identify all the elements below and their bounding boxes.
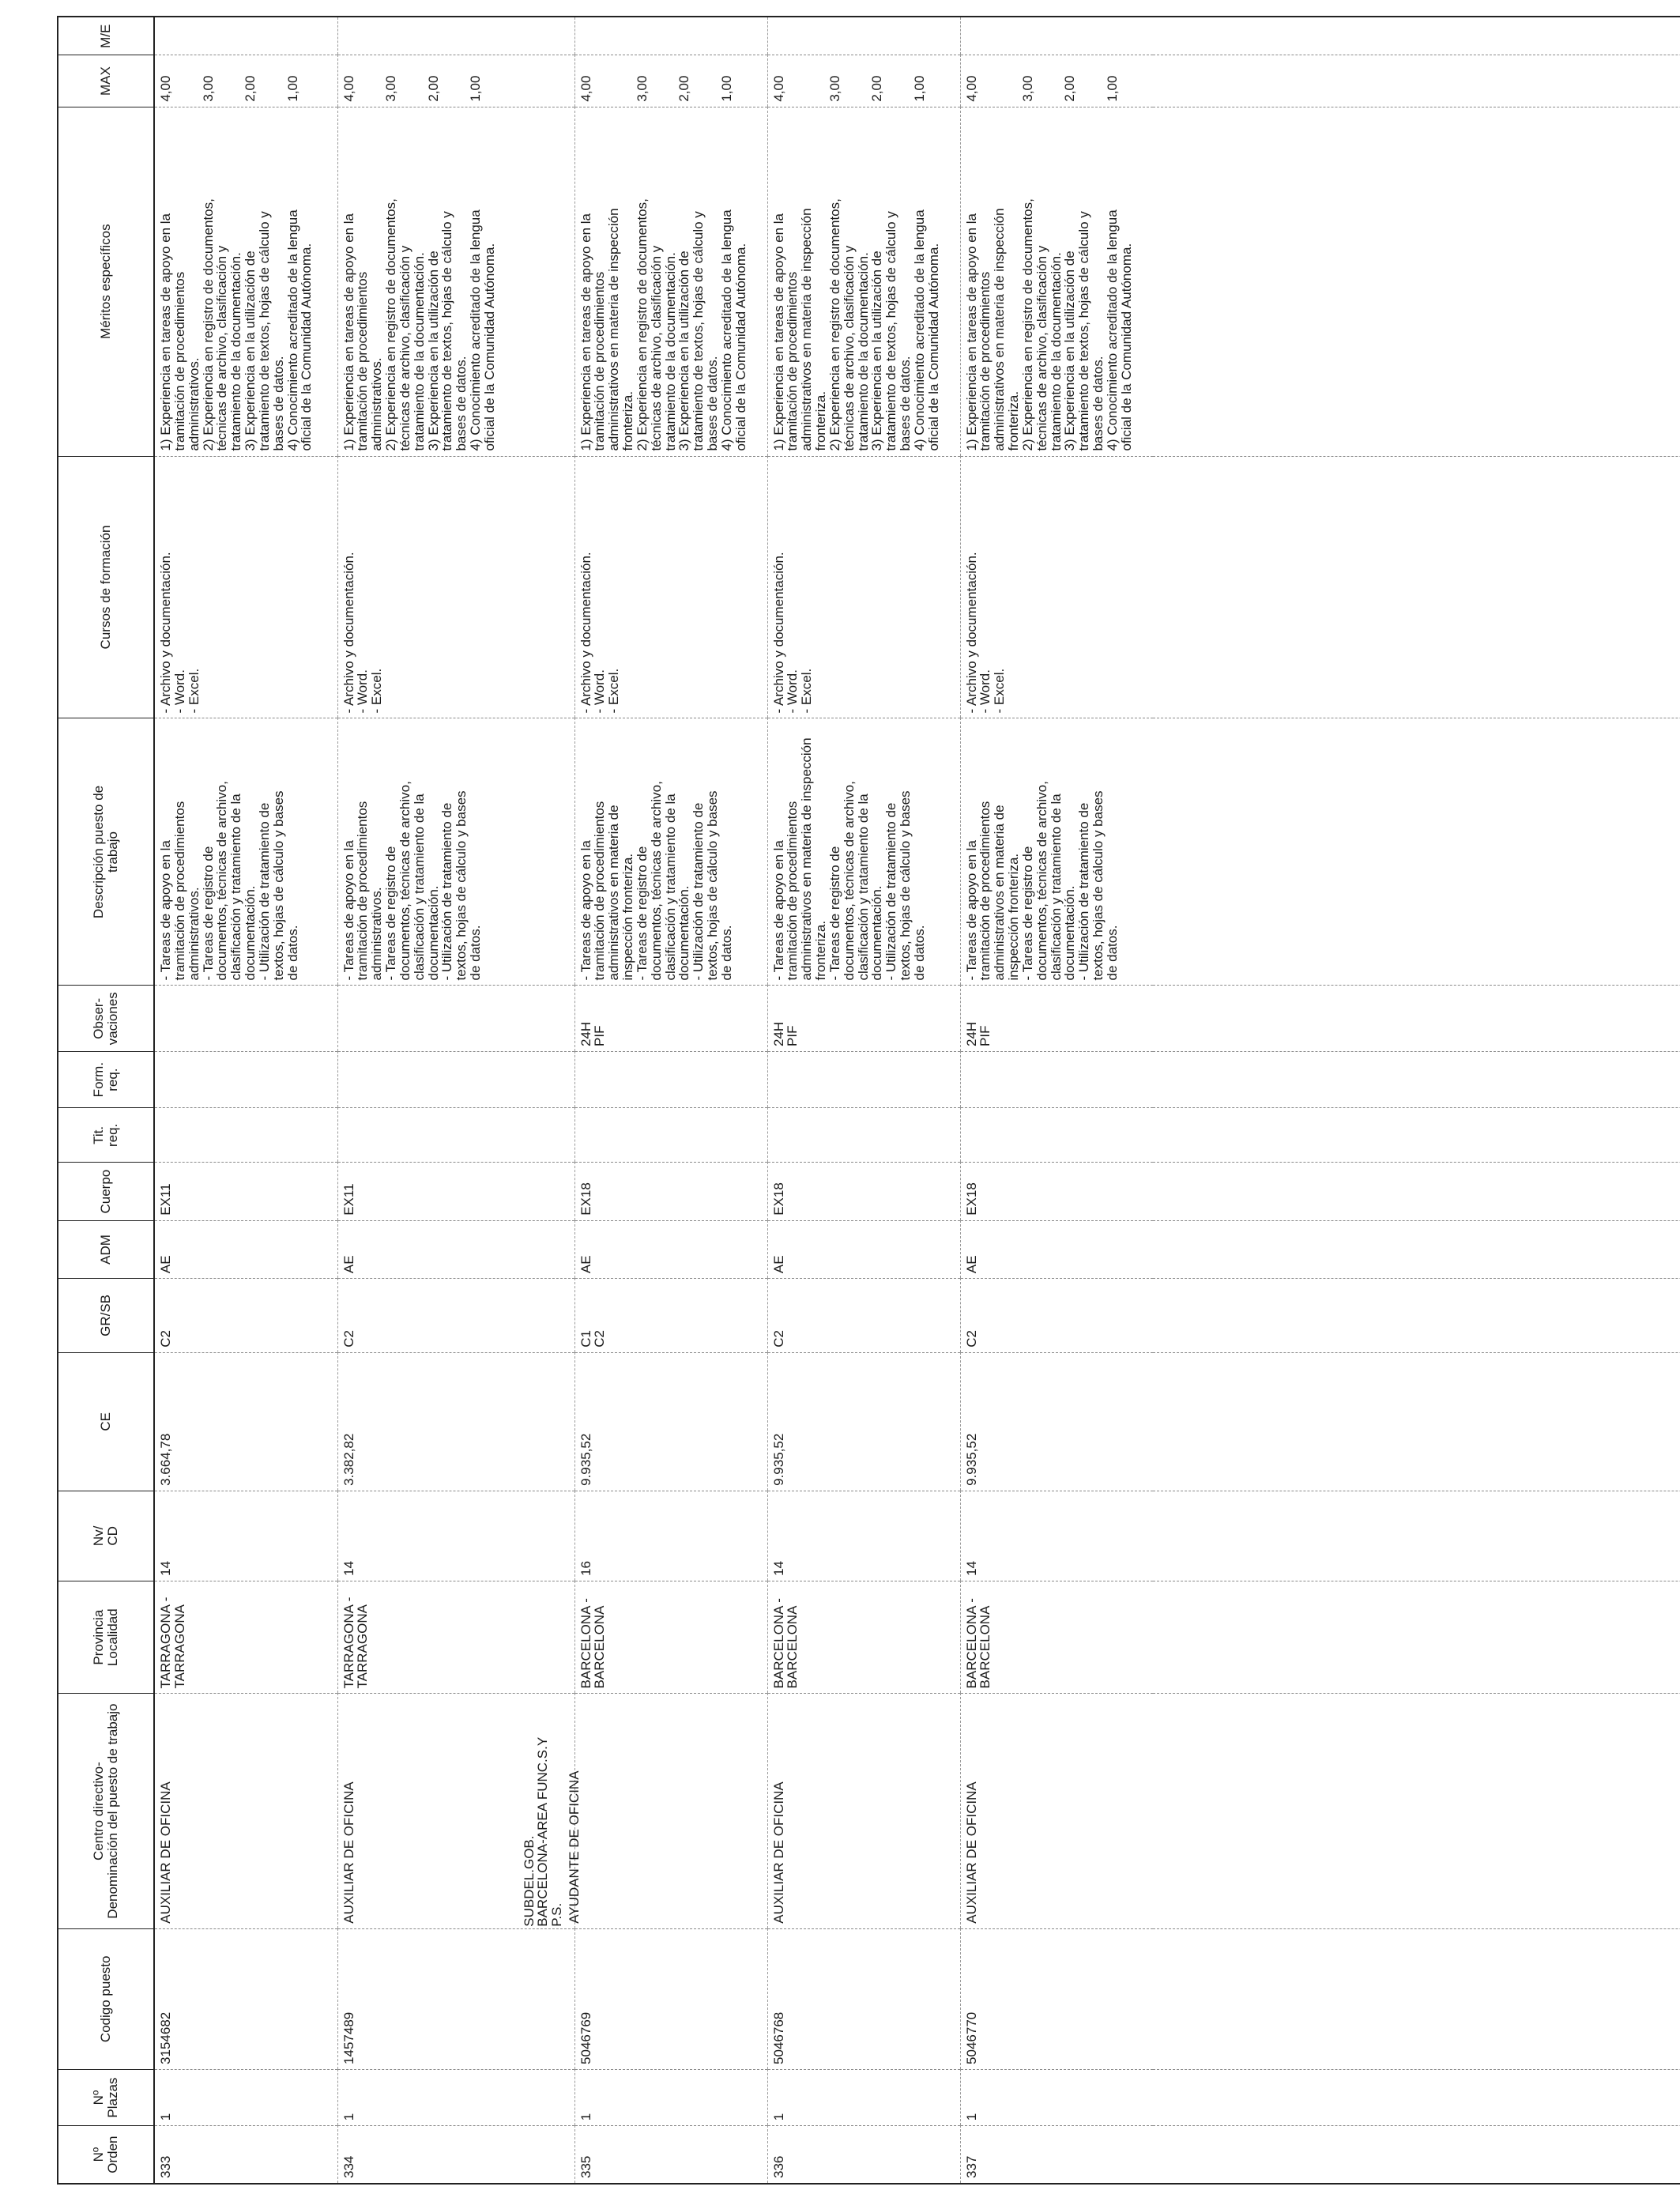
blank-cell: [1153, 2069, 1680, 2125]
blank-cell: [1153, 718, 1680, 986]
blank-cell: [1153, 986, 1680, 1051]
table-row: [154, 17, 337, 2184]
cell-nivel: 16: [574, 1491, 767, 1581]
header-meritos: Méritos específicos: [58, 107, 154, 456]
cell-grupo: C2: [767, 1279, 960, 1353]
cell-descripcion: - Tareas de apoyo en la tramitación de procedimientos administrativos en materia de inspección fronteriza. - Tareas de registro de documentos, técnicas de archivo, clasificación y tratamiento de la documentación. - Utilización de tratamiento de textos, hojas de cálculo y bases de datos.: [767, 718, 960, 986]
blank-cell: [1153, 1491, 1680, 1581]
cell-descripcion: - Tareas de apoyo en la tramitación de procedimientos administrativos en materia de inspección fronteriza. - Tareas de registro de documentos, técnicas de archivo, clasificación y tratamiento de la documentación. - Utilización de tratamiento de textos, hojas de cálculo y bases de datos.: [960, 718, 1153, 986]
cell-meritos: 1) Experiencia en tareas de apoyo en la tramitación de procedimientos administrativos en materia de inspección fronteriza. 2) Experiencia en registro de documentos, técnicas de archivo, clasificación y tratamiento de la documentación. 3) Experiencia en la utilización de tratamiento de textos, hojas de cálculo y bases de datos. 4) Conocimiento acreditado de la lengua oficial de la Comunidad Autónoma.: [767, 107, 960, 456]
header-grupo: GR/SB: [58, 1279, 154, 1353]
blank-cell: [1153, 2126, 1680, 2184]
cell-cuerpo: EX18: [767, 1163, 960, 1220]
cell-titulacion: [154, 1108, 337, 1163]
cell-codigo: 5046768: [767, 1928, 960, 2069]
blank-cell: [1153, 1108, 1680, 1163]
cell-plazas: 1: [574, 2069, 767, 2125]
cell-descripcion: - Tareas de apoyo en la tramitación de procedimientos administrativos. - Tareas de registro de documentos, técnicas de archivo, clasificación y tratamiento de la documentación. - Utilización de tratamiento de textos, hojas de cálculo y bases de datos.: [337, 718, 574, 986]
cell-plazas: 1: [960, 2069, 1153, 2125]
cell-meritos: 1) Experiencia en tareas de apoyo en la tramitación de procedimientos administrativos en materia de inspección fronteriza. 2) Experiencia en registro de documentos, técnicas de archivo, clasificación y tratamiento de la documentación. 3) Experiencia en la utilización de tratamiento de textos, hojas de cálculo y bases de datos. 4) Conocimiento acreditado de la lengua oficial de la Comunidad Autónoma.: [960, 107, 1153, 456]
cell-grupo: C2: [337, 1279, 574, 1353]
cell-observaciones: 24H PIF: [767, 986, 960, 1051]
cell-observaciones: [154, 986, 337, 1051]
cell-titulacion: [574, 1108, 767, 1163]
cell-titulacion: [337, 1108, 574, 1163]
cell-meritos: 1) Experiencia en tareas de apoyo en la tramitación de procedimientos administrativos. 2) Experiencia en registro de documentos, técnicas de archivo, clasificación y tratamiento de la documentación. 3) Experiencia en la utilización de tratamiento de textos, hojas de cálculo y bases de datos. 4) Conocimiento acreditado de la lengua oficial de la Comunidad Autónoma.: [337, 107, 574, 456]
cell-centro: AUXILIAR DE OFICINA: [337, 1694, 574, 1928]
cell-titulacion: [767, 1108, 960, 1163]
cell-adm: AE: [337, 1220, 574, 1278]
cell-max: 4,00 3,00 2,00 1,00: [767, 55, 960, 107]
cell-ce: 9.935,52: [960, 1352, 1153, 1491]
cell-formacion: [960, 1051, 1153, 1107]
cell-provincia: TARRAGONA - TARRAGONA: [337, 1581, 574, 1694]
cell-titulacion: [960, 1108, 1153, 1163]
cell-cuerpo: EX18: [960, 1163, 1153, 1220]
header-observaciones: Obser- vaciones: [58, 986, 154, 1051]
cell-codigo: 1457489: [337, 1928, 574, 2069]
header-max: MAX: [58, 55, 154, 107]
cell-plazas: 1: [767, 2069, 960, 2125]
cell-plazas: 1: [154, 2069, 337, 2125]
cell-max: 4,00 3,00 2,00 1,00: [337, 55, 574, 107]
blank-cell: [1153, 17, 1680, 55]
cell-ce: 3.382,82: [337, 1352, 574, 1491]
cell-me: [574, 17, 767, 55]
header-cursos: Cursos de formación: [58, 456, 154, 718]
header-codigo: Codigo puesto: [58, 1928, 154, 2069]
positions-table: [57, 16, 1680, 2185]
blank-cell: [1153, 1694, 1680, 1928]
blank-cell: [1153, 1220, 1680, 1278]
cell-observaciones: [337, 986, 574, 1051]
cell-nivel: 14: [154, 1491, 337, 1581]
blank-cell: [1153, 1051, 1680, 1107]
blank-cell: [1153, 456, 1680, 718]
cell-provincia: BARCELONA - BARCELONA: [767, 1581, 960, 1694]
cell-cursos: - Archivo y documentación. - Word. - Excel.: [574, 456, 767, 718]
cell-cuerpo: EX11: [337, 1163, 574, 1220]
cell-formacion: [574, 1051, 767, 1107]
header-me: M/E: [58, 17, 154, 55]
table-row: [574, 17, 767, 2184]
header-plazas: Nº Plazas: [58, 2069, 154, 2125]
cell-formacion: [337, 1051, 574, 1107]
cell-meritos: 1) Experiencia en tareas de apoyo en la tramitación de procedimientos administrativos. 2) Experiencia en registro de documentos, técnicas de archivo, clasificación y tratamiento de la documentación. 3) Experiencia en la utilización de tratamiento de textos, hojas de cálculo y bases de datos. 4) Conocimiento acreditado de la lengua oficial de la Comunidad Autónoma.: [154, 107, 337, 456]
header-nivel: Nv/ CD: [58, 1491, 154, 1581]
cell-observaciones: 24H PIF: [960, 986, 1153, 1051]
cell-me: [960, 17, 1153, 55]
cell-orden: 336: [767, 2126, 960, 2184]
cell-formacion: [767, 1051, 960, 1107]
table-row: [767, 17, 960, 2184]
cell-centro: AUXILIAR DE OFICINA: [960, 1694, 1153, 1928]
cell-cursos: - Archivo y documentación. - Word. - Excel.: [337, 456, 574, 718]
cell-meritos: 1) Experiencia en tareas de apoyo en la tramitación de procedimientos administrativos en materia de inspección fronteriza. 2) Experiencia en registro de documentos, técnicas de archivo, clasificación y tratamiento de la documentación. 3) Experiencia en la utilización de tratamiento de textos, hojas de cálculo y bases de datos. 4) Conocimiento acreditado de la lengua oficial de la Comunidad Autónoma.: [574, 107, 767, 456]
centro-directivo: SUBDEL.GOB. BARCELONA-AREA FUNC.S.Y P.S.: [521, 1736, 565, 1927]
cell-me: [154, 17, 337, 55]
cell-adm: AE: [960, 1220, 1153, 1278]
cell-adm: AE: [154, 1220, 337, 1278]
blank-cell: [1153, 1928, 1680, 2069]
blank-cell: [1153, 1279, 1680, 1353]
cell-max: 4,00 3,00 2,00 1,00: [960, 55, 1153, 107]
cell-codigo: 3154682: [154, 1928, 337, 2069]
header-centro: Centro directivo- Denominación del puesto de trabajo: [58, 1694, 154, 1928]
header-titulacion: Tit. req.: [58, 1108, 154, 1163]
cell-orden: 335: [574, 2126, 767, 2184]
header-provincia: Provincia Localidad: [58, 1581, 154, 1694]
header-adm: ADM: [58, 1220, 154, 1278]
cell-grupo: C2: [154, 1279, 337, 1353]
cell-me: [337, 17, 574, 55]
cell-nivel: 14: [960, 1491, 1153, 1581]
cell-cursos: - Archivo y documentación. - Word. - Excel.: [154, 456, 337, 718]
cell-provincia: BARCELONA - BARCELONA: [574, 1581, 767, 1694]
header-formacion: Form. req.: [58, 1051, 154, 1107]
cell-descripcion: - Tareas de apoyo en la tramitación de procedimientos administrativos en materia de inspección fronteriza. - Tareas de registro de documentos, técnicas de archivo, clasificación y tratamiento de la documentación. - Utilización de tratamiento de textos, hojas de cálculo y bases de datos.: [574, 718, 767, 986]
cell-ce: 3.664,78: [154, 1352, 337, 1491]
cell-adm: AE: [767, 1220, 960, 1278]
cell-max: 4,00 3,00 2,00 1,00: [154, 55, 337, 107]
cell-grupo: C2: [960, 1279, 1153, 1353]
cell-max: 4,00 3,00 2,00 1,00: [574, 55, 767, 107]
cell-cuerpo: EX18: [574, 1163, 767, 1220]
cell-adm: AE: [574, 1220, 767, 1278]
cell-cursos: - Archivo y documentación. - Word. - Excel.: [767, 456, 960, 718]
header-descripcion: Descripción puesto de trabajo: [58, 718, 154, 986]
cell-centro: AUXILIAR DE OFICINA: [767, 1694, 960, 1928]
cell-provincia: TARRAGONA - TARRAGONA: [154, 1581, 337, 1694]
blank-cell: [1153, 1352, 1680, 1491]
cell-ce: 9.935,52: [574, 1352, 767, 1491]
cell-centro: AUXILIAR DE OFICINA: [154, 1694, 337, 1928]
header-orden: Nº Orden: [58, 2126, 154, 2184]
cell-descripcion: - Tareas de apoyo en la tramitación de procedimientos administrativos. - Tareas de registro de documentos, técnicas de archivo, clasificación y tratamiento de la documentación. - Utilización de tratamiento de textos, hojas de cálculo y bases de datos.: [154, 718, 337, 986]
cell-provincia: BARCELONA - BARCELONA: [960, 1581, 1153, 1694]
cell-cuerpo: EX11: [154, 1163, 337, 1220]
blank-cell: [1153, 107, 1680, 456]
cell-nivel: 14: [337, 1491, 574, 1581]
cell-ce: 9.935,52: [767, 1352, 960, 1491]
cell-observaciones: 24H PIF: [574, 986, 767, 1051]
blank-cell: [1153, 1581, 1680, 1694]
table-row: [960, 17, 1153, 2184]
cell-orden: 334: [337, 2126, 574, 2184]
cell-orden: 337: [960, 2126, 1153, 2184]
cell-orden: 333: [154, 2126, 337, 2184]
cell-nivel: 14: [767, 1491, 960, 1581]
cell-me: [767, 17, 960, 55]
cell-grupo: C1 C2: [574, 1279, 767, 1353]
header-cuerpo: Cuerpo: [58, 1163, 154, 1220]
cell-formacion: [154, 1051, 337, 1107]
puesto-denominacion: AYUDANTE DE OFICINA: [567, 1770, 582, 1924]
cell-plazas: 1: [337, 2069, 574, 2125]
cell-codigo: 5046770: [960, 1928, 1153, 2069]
blank-cell: [1153, 55, 1680, 107]
table-blank-area: [1153, 17, 1680, 2184]
cell-centro: [521, 1694, 767, 1928]
blank-cell: [1153, 1163, 1680, 1220]
header-ce: CE: [58, 1352, 154, 1491]
header-row: [58, 17, 154, 2184]
cell-cursos: - Archivo y documentación. - Word. - Excel.: [960, 456, 1153, 718]
cell-codigo: 5046769: [574, 1928, 767, 2069]
